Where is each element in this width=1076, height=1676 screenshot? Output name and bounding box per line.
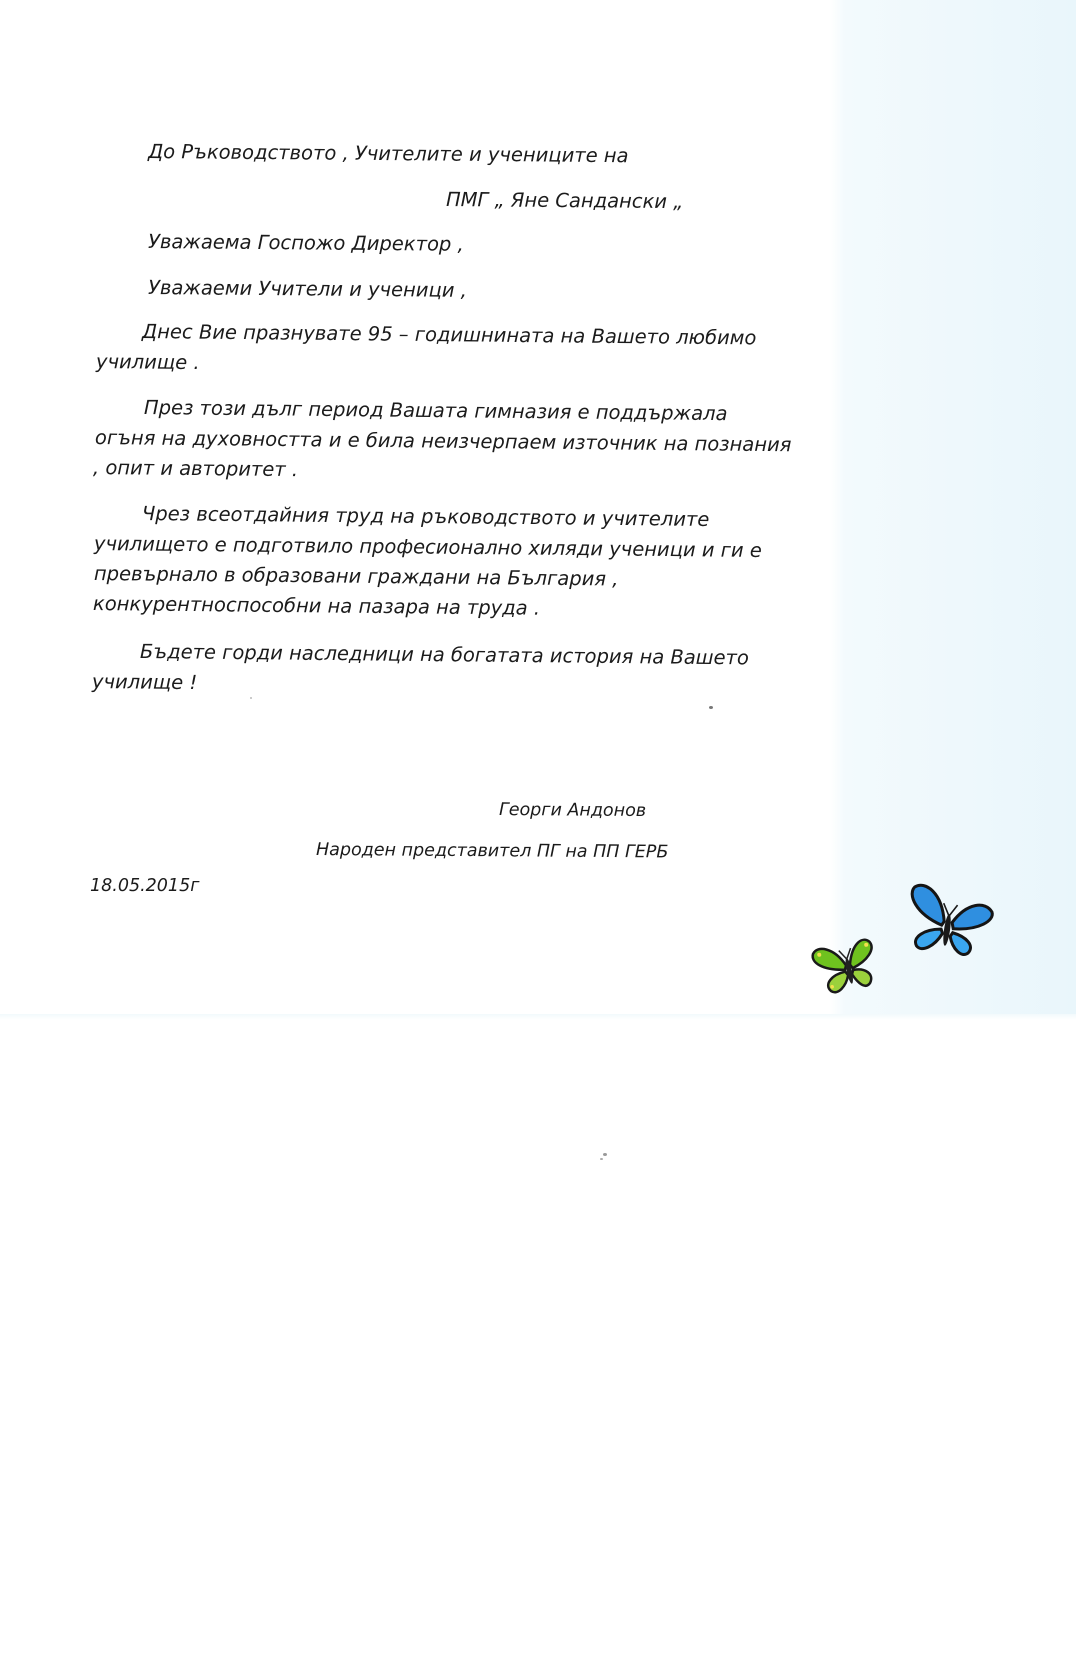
paragraph-1-line-1: Днес Вие празнувате 95 – годишнината на Вашето любимо (141, 320, 757, 350)
paragraph-4-line-2: училище ! (91, 670, 198, 695)
salutation: До Ръководството , Учителите и учениците на (147, 140, 629, 168)
paragraph-3-line-3: превърнало в образовани граждани на България , (93, 562, 619, 591)
scan-background (0, 1020, 1076, 1676)
greeting-teachers-students: Уважаеми Учители и ученици , (147, 276, 467, 302)
paragraph-2-line-2: огъня на духовността и е била неизчерпаем източник на познания (94, 426, 792, 457)
paragraph-3-line-1: Чрез всеотдайния труд на ръководството и учителите (141, 502, 710, 531)
paragraph-2-line-1: През този дълг период Вашата гимназия е поддържала (143, 396, 728, 426)
scan-speck (600, 1158, 603, 1160)
blue-butterfly-icon (898, 878, 998, 968)
paragraph-2-line-3: , опит и авторитет . (92, 456, 299, 482)
scan-speck (603, 1153, 607, 1156)
signature-name: Георги Андонов (498, 800, 647, 822)
signature-title: Народен представител ПГ на ПП ГЕРБ (315, 840, 669, 863)
scan-speck (250, 697, 252, 699)
greeting-director: Уважаема Госпожо Директор , (147, 230, 464, 256)
school-name: ПМГ „ Яне Сандански „ (445, 188, 684, 214)
paragraph-4-line-1: Бъдете горди наследници на богатата история на Вашето (139, 640, 750, 670)
scan-speck (709, 706, 713, 709)
paragraph-3-line-2: училището е подготвило професионално хиляди ученици и ги е (93, 532, 762, 562)
date: 18.05.2015г (90, 876, 200, 896)
paragraph-1-line-2: училище . (95, 350, 200, 375)
paragraph-3-line-4: конкурентноспособни на пазара на труда . (92, 592, 541, 620)
green-butterfly-icon (808, 925, 888, 1005)
